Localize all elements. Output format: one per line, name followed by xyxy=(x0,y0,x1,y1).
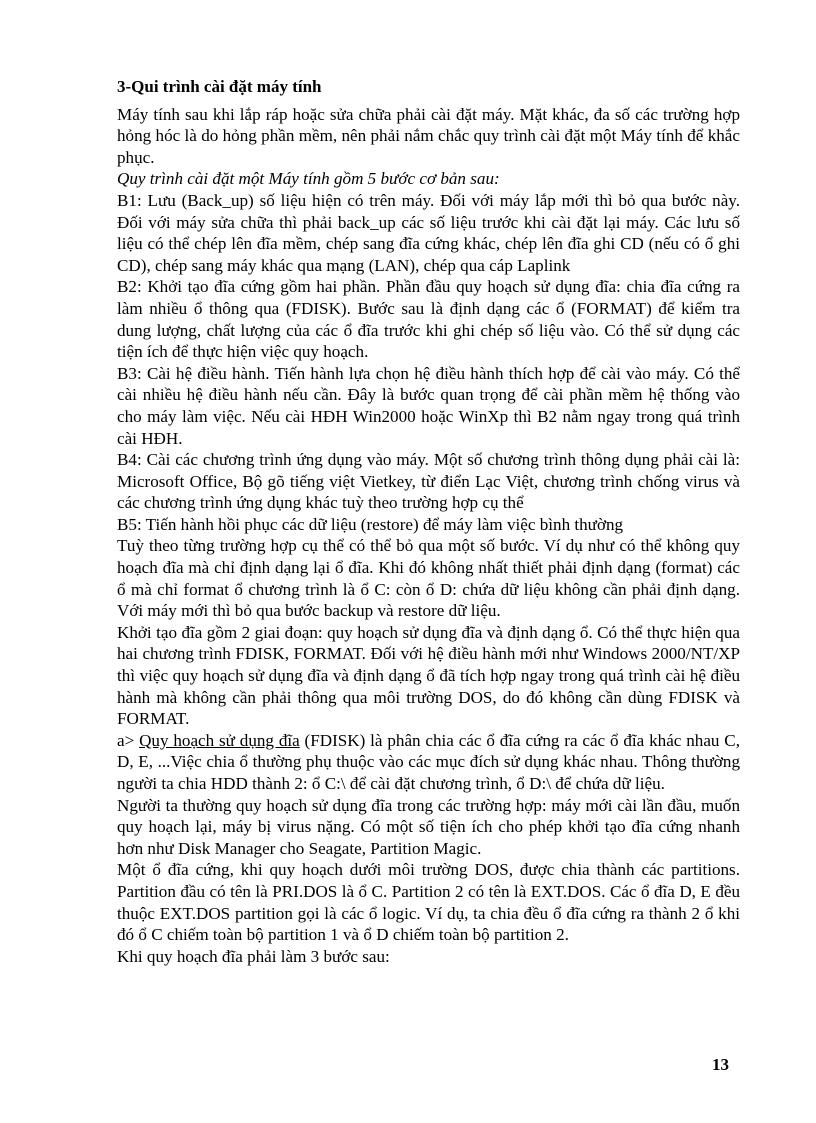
step-b5: B5: Tiến hành hồi phục các dữ liệu (restore) để máy làm việc bình thường xyxy=(117,514,624,534)
step-b2: B2: Khởi tạo đĩa cứng gồm hai phần. Phần đầu quy hoạch sử dụng đĩa: chia đĩa cứng ra làm nhiều ổ thông qua (FDISK). Bước sau là định dạng các ổ (FORMAT) để kiểm tra dung lượng, chất lượng của các ổ đĩa trước khi ghi chép số liệu vào. Có thể sử dụng các tiện ích để thực hiện việc quy hoạch. xyxy=(117,277,740,362)
step-b1: B1: Lưu (Back_up) số liệu hiện có trên máy. Đối với máy lắp mới thì bỏ qua bước này. Đối với máy sửa chữa thì phải back_up các số liệu trước khi cài đặt lại máy. Các lưu số liệu có thể chép lên đĩa mềm, chép sang đĩa cứng khác, chép lên đĩa ghi CD (nếu có ổ ghi CD), chép sang máy khác qua mạng (LAN), chép qua cáp Laplink xyxy=(117,190,740,275)
page-number: 13 xyxy=(712,1055,729,1074)
para-a-prefix: a> xyxy=(117,730,140,750)
paragraph-a-quy-hoach xyxy=(117,730,740,795)
para-a-underlined-term: Quy hoạch sử dụng đĩa xyxy=(139,730,300,750)
intro-paragraph: Máy tính sau khi lắp ráp hoặc sửa chữa phải cài đặt máy. Mặt khác, đa số các trường hợp hỏng hóc là do hỏng phần mềm, nên phải nắm chắc quy trình cài đặt một Máy tính để khắc phục. xyxy=(117,104,740,167)
paragraph-tuy-theo: Tuỳ theo từng trường hợp cụ thể có thể bỏ qua một số bước. Ví dụ như có thể không quy hoạch đĩa mà chỉ định dạng lại ổ đĩa. Khi đó không nhất thiết phải định dạng (format) các ổ mà chỉ format ổ chương trình là ổ C: còn ổ D: chứa dữ liệu không cần phải định dạng. Với máy mới thì bỏ qua bước backup và restore dữ liệu. xyxy=(117,536,740,621)
para-a-rest: (FDISK) là phân chia các ổ đĩa cứng ra các ổ đĩa khác nhau C, D, E, ...Việc chia ổ thường phụ thuộc vào các mục đích sử dụng khác nhau. Thông thường người ta chia HDD thành 2: ổ C:\ để cài đặt chương trình, ổ D:\ để chứa dữ liệu. xyxy=(117,730,740,793)
paragraph-khi-quy-hoach: Khi quy hoạch đĩa phải làm 3 bước sau: xyxy=(117,946,390,966)
step-b4: B4: Cài các chương trình ứng dụng vào máy. Một số chương trình thông dụng phải cài là: Microsoft Office, Bộ gõ tiếng việt Vietkey, từ điển Lạc Việt, chương trình chống virus và các chương trình ứng dụng khác tuỳ theo trường hợp cụ thể xyxy=(117,450,740,513)
section-heading: 3-Qui trình cài đặt máy tính xyxy=(117,77,322,96)
steps-intro: Quy trình cài đặt một Máy tính gồm 5 bước cơ bản sau: xyxy=(117,169,500,189)
paragraph-mot-o-dia: Một ổ đĩa cứng, khi quy hoạch dưới môi trường DOS, được chia thành các partitions. Partition đầu có tên là PRI.DOS là ổ C. Partition 2 có tên là EXT.DOS. Các ổ đĩa D, E đều thuộc EXT.DOS partition gọi là các ổ logic. Ví dụ, ta chia đều ổ đĩa cứng ra thành 2 ổ khi đó ổ C chiếm toàn bộ partition 1 và ổ D chiếm toàn bộ partition 2. xyxy=(117,860,740,945)
paragraph-nguoi-ta: Người ta thường quy hoạch sử dụng đĩa trong các trường hợp: máy mới cài lần đầu, muốn quy hoạch lại, máy bị virus nặng. Có một số tiện ích cho phép khởi tạo đĩa cứng nhanh hơn như Disk Manager cho Seagate, Partition Magic. xyxy=(117,795,740,858)
paragraph-khoi-tao: Khởi tạo đĩa gồm 2 giai đoạn: quy hoạch sử dụng đĩa và định dạng ổ. Có thể thực hiện qua hai chương trình FDISK, FORMAT. Đối với hệ điều hành mới như Windows 2000/NT/XP thì việc quy hoạch sử dụng đĩa và định dạng ổ đã tích hợp ngay trong quá trình cài hệ điều hành mà không cần phải thông qua môi trường DOS, do đó không cần dùng FDISK và FORMAT. xyxy=(117,622,740,729)
document-page xyxy=(117,76,740,967)
step-b3: B3: Cài hệ điều hành. Tiến hành lựa chọn hệ điều hành thích hợp để cài vào máy. Có thể cài nhiều hệ điều hành nếu cần. Đây là bước quan trọng để cài phần mềm hệ thống vào cho máy làm việc. Nếu cài HĐH Win2000 hoặc WinXp thì B2 nằm ngay trong quá trình cài HĐH. xyxy=(117,363,740,448)
